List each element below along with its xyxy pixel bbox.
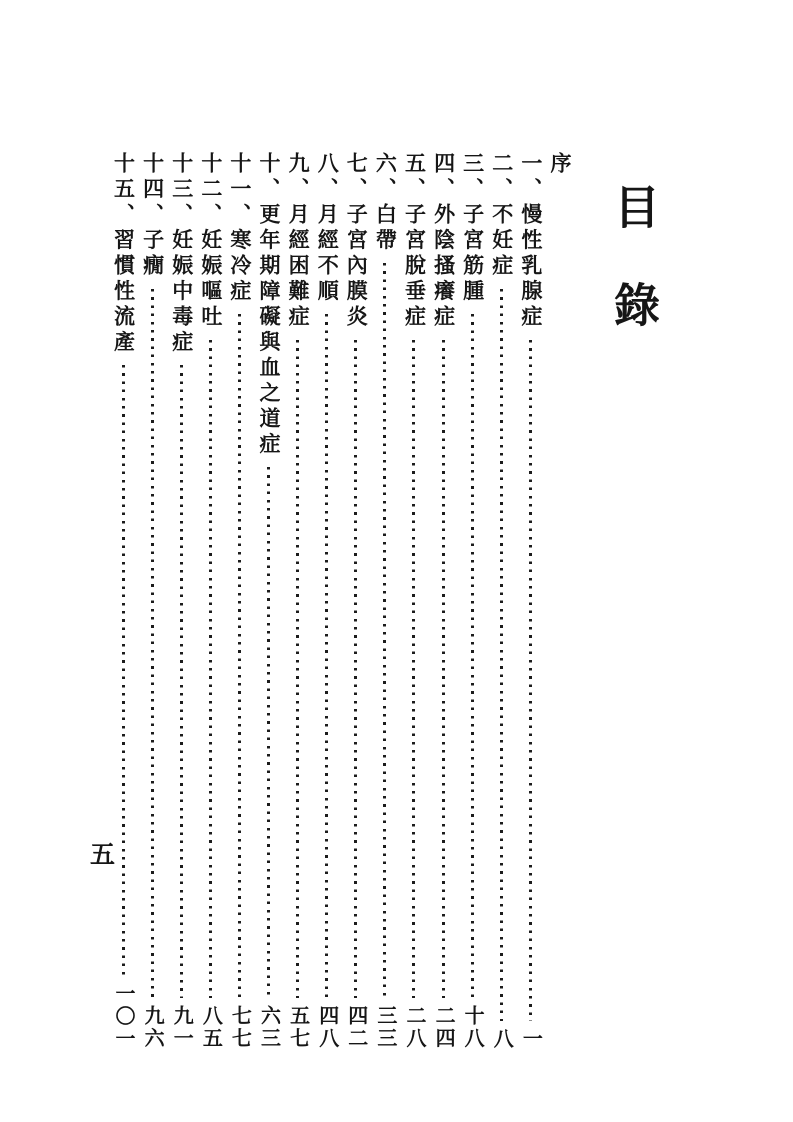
dotted-leader — [122, 365, 125, 976]
toc-entry-label: 七、子宮內膜炎 — [344, 152, 369, 331]
dotted-leader — [151, 289, 154, 999]
toc-entry-label: 十五、習慣性流產 — [111, 152, 136, 356]
toc-page-number: 六三 — [257, 1005, 280, 1050]
toc-entry-label: 十、更年期障礙與血之道症 — [257, 152, 282, 458]
toc-entry — [458, 152, 487, 1050]
toc-entry-label: 十一、寒冷症 — [227, 152, 252, 305]
toc-entry-label: 八、月經不順 — [315, 152, 340, 305]
toc-page-number: 一 — [519, 1027, 542, 1050]
dotted-leader — [471, 314, 474, 998]
toc-entry — [225, 152, 254, 1050]
toc-entry — [399, 152, 428, 1050]
dotted-leader — [209, 340, 212, 999]
toc-page-number: 十八 — [461, 1005, 484, 1050]
dotted-leader — [529, 340, 532, 1021]
toc-page-number: 四二 — [344, 1005, 367, 1050]
dotted-leader — [238, 314, 241, 998]
toc-entry — [370, 152, 399, 1050]
toc-page-number: 三三 — [373, 1005, 396, 1050]
folio-page-number: 五 — [90, 842, 116, 869]
toc-page-number: 五七 — [286, 1005, 309, 1050]
toc-entry-label: 九、月經困難症 — [286, 152, 311, 331]
dotted-leader — [383, 263, 386, 998]
dotted-leader — [267, 467, 270, 998]
toc-entry-label: 十二、妊娠嘔吐 — [198, 152, 223, 331]
dotted-leader — [412, 340, 415, 999]
toc-page-number: 二四 — [432, 1005, 455, 1050]
toc-page-number: 九六 — [141, 1005, 164, 1050]
dotted-leader — [442, 340, 445, 999]
toc-entry-label: 五、子宮脫垂症 — [402, 152, 427, 331]
toc-page-number: 九一 — [170, 1005, 193, 1050]
dotted-leader — [180, 365, 183, 998]
toc-entry — [138, 152, 167, 1050]
toc-entry-label: 十三、妊娠中毒症 — [169, 152, 194, 356]
toc-entry-label: 二、不妊症 — [489, 152, 514, 280]
toc-entry — [109, 152, 138, 1050]
toc-entry-label: 一、慢性乳腺症 — [518, 152, 543, 331]
dotted-leader — [354, 340, 357, 999]
toc-entry-preface — [545, 152, 574, 1050]
toc-entry — [167, 152, 196, 1050]
toc-page-number: 四八 — [315, 1005, 338, 1050]
dotted-leader — [296, 340, 299, 999]
toc-entry-label: 三、子宮筋腫 — [460, 152, 485, 305]
toc-entry — [341, 152, 370, 1050]
toc-page-number: 八五 — [199, 1005, 222, 1050]
toc-entry-label: 十四、子癇 — [140, 152, 165, 280]
toc-entry — [283, 152, 312, 1050]
dotted-leader — [500, 289, 503, 1021]
toc-page-number: 一〇一 — [112, 982, 135, 1050]
dotted-leader — [325, 314, 328, 998]
toc-entry-label: 四、外陰搔癢症 — [431, 152, 456, 331]
toc-page-number: 八 — [490, 1027, 513, 1050]
toc-entry — [254, 152, 283, 1050]
table-of-contents — [108, 152, 574, 1050]
toc-entry — [516, 152, 545, 1050]
toc-entry — [429, 152, 458, 1050]
toc-entry — [487, 152, 516, 1050]
toc-entry-label: 序 — [547, 152, 572, 178]
toc-entry-label: 六、白帶 — [373, 152, 398, 254]
page-title: 目錄 — [608, 183, 659, 379]
toc-page-number: 七七 — [228, 1005, 251, 1050]
toc-entry — [312, 152, 341, 1050]
toc-entry — [196, 152, 225, 1050]
toc-page-number: 二八 — [402, 1005, 425, 1050]
